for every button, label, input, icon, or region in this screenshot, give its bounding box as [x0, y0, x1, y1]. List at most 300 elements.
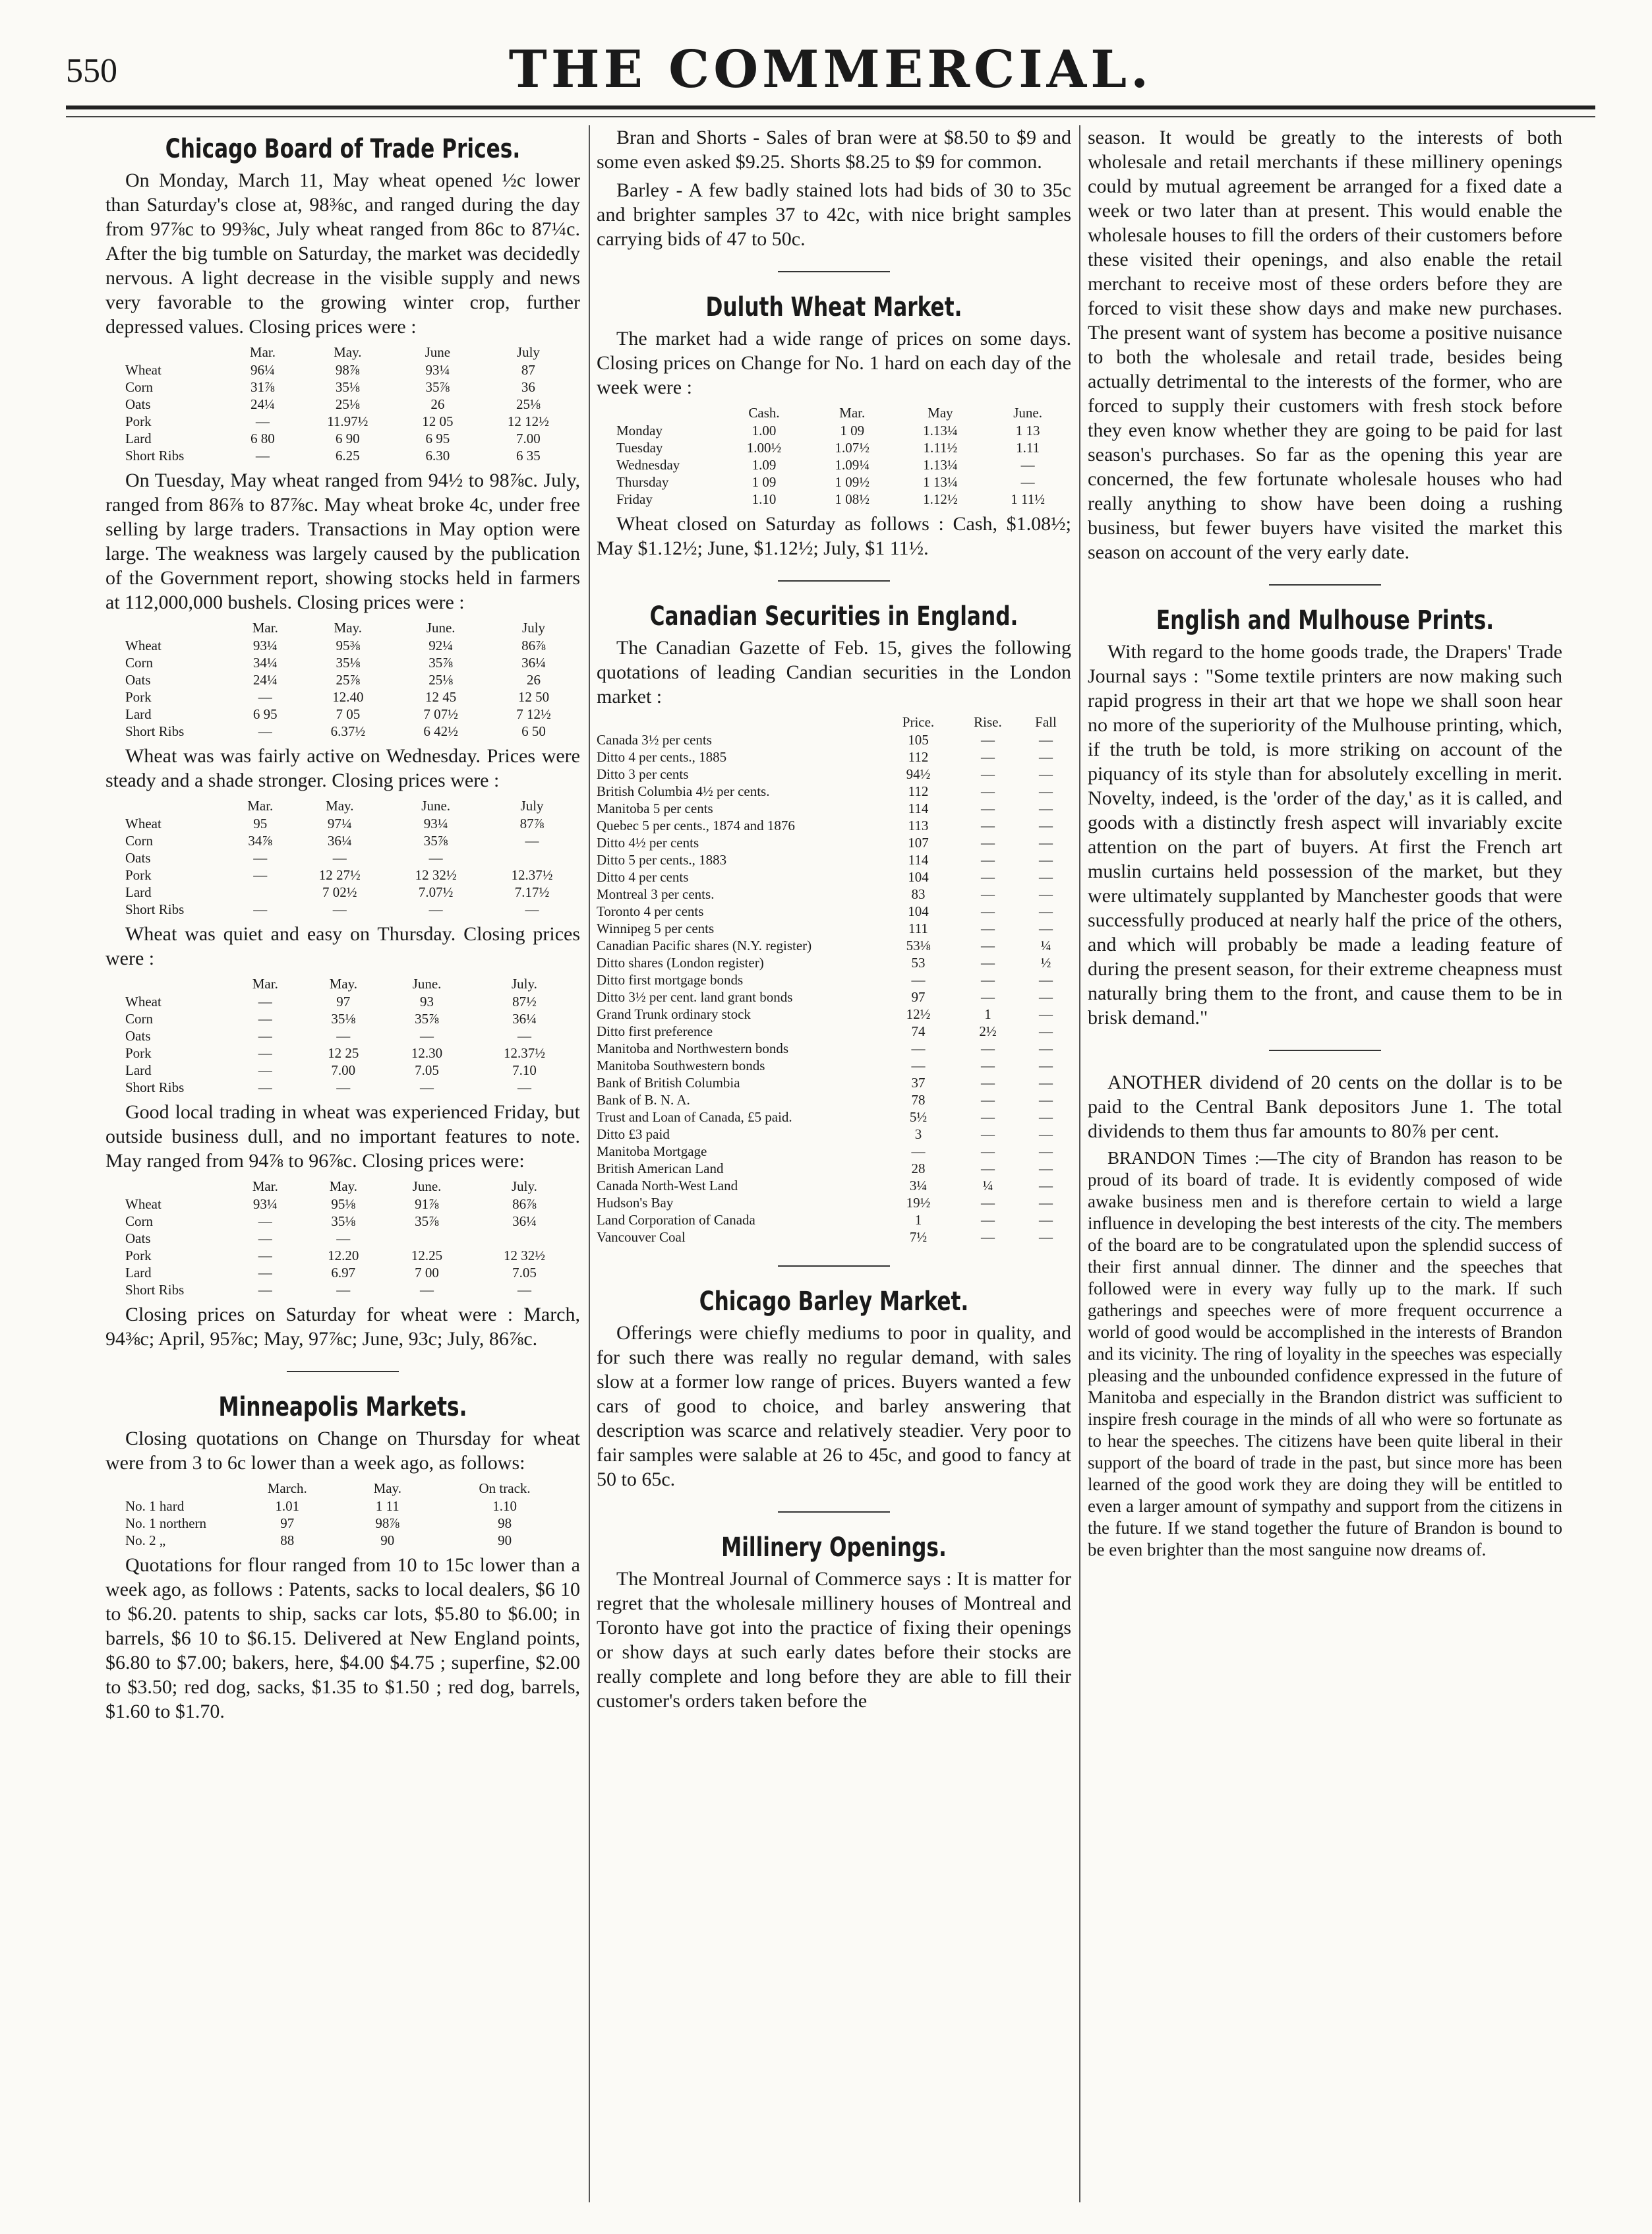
row-label: Oats: [125, 1230, 151, 1246]
table-row: [597, 971, 1071, 988]
table-cell: 7½: [909, 1229, 928, 1245]
table-cell: —: [258, 1248, 272, 1263]
table-cell: 97: [280, 1515, 295, 1531]
table-cell: —: [1038, 989, 1053, 1005]
table-cell: —: [336, 1230, 351, 1246]
table-cell: —: [980, 1075, 995, 1091]
row-label: Friday: [616, 491, 653, 507]
row-label: Corn: [125, 1213, 153, 1229]
table-cell: 94½: [906, 766, 931, 782]
table-cell: 12.40: [332, 689, 364, 705]
column-header: June.: [426, 620, 456, 636]
table-cell: 86⅞: [521, 638, 546, 653]
table-cell: 12 12½: [507, 413, 549, 429]
table-cell: —: [258, 1045, 272, 1061]
table-cell: —: [980, 921, 995, 936]
table-cell: 12½: [906, 1006, 931, 1022]
table-cell: 24¼: [252, 672, 278, 688]
table-cell: 95⅛: [331, 1196, 356, 1212]
canadian-intro: The Canadian Gazette of Feb. 15, gives the following quotations of leading Candian securities in the London market :: [597, 637, 1071, 708]
table-cell: —: [1038, 1178, 1053, 1193]
row-label: Oats: [125, 396, 151, 412]
table-cell: [469, 1230, 580, 1247]
table-cell: —: [1038, 1023, 1053, 1039]
table-cell: —: [336, 1079, 351, 1095]
table-cell: —: [980, 749, 995, 765]
row-label: Manitoba Southwestern bonds: [597, 1058, 765, 1073]
table-cell: —: [258, 994, 272, 1010]
minneapolis-title: Minneapolis Markets.: [218, 1392, 467, 1422]
row-label: British American Land: [597, 1161, 724, 1176]
barley-body: Offerings were chiefly mediums to poor in quality, and for such there was really no regular demand, with sales slow at a former low range of prices. Buyers wanted a few cars of good to choice, and barley answering that description was scarce and relatively steadier. Very poor to fair samples were salable at 26 to 45c, and good to fancy at 50 to 65c.: [597, 1322, 1071, 1490]
table-cell: 87: [521, 362, 535, 378]
table-header-row: [105, 975, 580, 993]
column-header: July: [522, 620, 546, 636]
row-label: Monday: [616, 423, 663, 438]
column-divider: [1079, 125, 1080, 2202]
column-header: July.: [512, 976, 537, 992]
column-header: May.: [329, 976, 357, 992]
table-cell: 105: [908, 732, 929, 748]
row-label: Ditto 4 per cents: [597, 869, 689, 885]
table-row: [597, 766, 1071, 783]
table-row: [597, 422, 1071, 439]
table-cell: 35⅞: [415, 1213, 439, 1229]
column-header: May.: [373, 1480, 401, 1496]
table-row: [105, 430, 580, 447]
column-header: June.: [412, 1178, 442, 1194]
table-cell: —: [980, 835, 995, 851]
chicago-saturday: Closing prices on Saturday for wheat were : March, 94⅜c; April, 95⅞c; May, 97⅞c; June, 93c; July, 86⅞c.: [105, 1304, 580, 1350]
table-cell: —: [1038, 835, 1053, 851]
table-cell: 34¼: [252, 655, 278, 671]
minneapolis-flour: Quotations for flour ranged from 10 to 15c lower than a week ago, as follows : Patents, sacks to local dealers, $6 10 to $6.20. patents to ship, sacks car lots, $5.80 to $6.00; in barrels, $6 10 to $6.15. Delivered at New England points, $6.80 to $7.00; bakers, here, $4.00 $4.75 ; superfine, $2.00 to $3.50; red dog, sacks, $1.35 to $1.50 ; red dog, barrels, $1.60 to $1.70.: [105, 1554, 580, 1722]
row-label: Pork: [125, 867, 152, 883]
row-label: Ditto 5 per cents., 1883: [597, 852, 727, 868]
table-row: [105, 1213, 580, 1230]
millinery-body-a: The Montreal Journal of Commerce says : It is matter for regret that the wholesale millinery houses of Montreal and Toronto have got into the practice of fixing their openings or show days at such early dates before their stocks are really complete and long before they are able to fill their customer's orders taken before the: [597, 1568, 1071, 1712]
table-cell: 6.97: [331, 1265, 356, 1281]
table-cell: —: [1038, 852, 1053, 868]
table-row: [597, 491, 1071, 508]
table-row: [105, 671, 580, 688]
row-label: Ditto 4½ per cents: [597, 835, 699, 851]
column-header: March.: [267, 1480, 307, 1496]
row-label: Short Ribs: [125, 1282, 185, 1298]
table-row: [105, 396, 580, 413]
table-cell: —: [1038, 1229, 1053, 1245]
table-cell: 12.37½: [511, 867, 553, 883]
row-label: Ditto first preference: [597, 1023, 713, 1039]
header-spacer: [597, 713, 881, 731]
price-table: [105, 343, 580, 464]
table-cell: 107: [908, 835, 929, 851]
table-cell: 3: [914, 1126, 922, 1142]
row-label: Manitoba 5 per cents: [597, 800, 713, 816]
table-cell: —: [980, 732, 995, 748]
table-header-row: [597, 404, 1071, 422]
table-row: [597, 1040, 1071, 1057]
table-cell: 98: [498, 1515, 512, 1531]
row-label: Corn: [125, 1011, 153, 1027]
table-cell: —: [1038, 749, 1053, 765]
table-cell: 98⅞: [335, 362, 360, 378]
row-label: Toronto 4 per cents: [597, 903, 704, 919]
table-cell: 90: [380, 1532, 395, 1548]
table-row: [105, 1044, 580, 1062]
table-cell: 35⅛: [331, 1213, 356, 1229]
table-cell: —: [258, 1079, 272, 1095]
row-label: Corn: [125, 655, 153, 671]
table-cell: —: [1038, 1109, 1053, 1125]
table-header-row: [105, 1479, 580, 1497]
chicago-wednesday: Wheat was was fairly active on Wednesday. Prices were steady and a shade stronger. Closing prices were :: [105, 745, 580, 791]
column-header: May.: [326, 798, 354, 814]
table-cell: 37: [911, 1075, 926, 1091]
table-cell: 1.12½: [923, 491, 958, 507]
row-label: Ditto 3½ per cent. land grant bonds: [597, 989, 793, 1005]
table-cell: —: [980, 1058, 995, 1073]
table-cell: —: [517, 1028, 531, 1044]
table-cell: —: [1038, 732, 1053, 748]
table-cell: 7.05: [415, 1062, 439, 1078]
table-row: [597, 903, 1071, 920]
table-cell: —: [517, 1079, 531, 1095]
table-cell: 12 25: [328, 1045, 359, 1061]
table-cell: 1 11: [375, 1498, 399, 1514]
table-cell: 97: [336, 994, 351, 1010]
table-cell: —: [517, 1282, 531, 1298]
table-cell: —: [1038, 818, 1053, 833]
table-row: [105, 723, 580, 740]
row-label: No. 1 hard: [125, 1498, 185, 1514]
table-cell: —: [428, 850, 443, 866]
table-row: [597, 886, 1071, 903]
table-cell: 2½: [979, 1023, 997, 1039]
table-cell: —: [1038, 1195, 1053, 1211]
table-cell: 1.07½: [835, 440, 870, 456]
table-cell: 96¼: [251, 362, 275, 378]
table-cell: —: [253, 901, 268, 917]
table-cell: 1.00½: [746, 440, 782, 456]
table-row: [597, 920, 1071, 937]
table-cell: —: [980, 1126, 995, 1142]
row-label: Canadian Pacific shares (N.Y. register): [597, 938, 812, 953]
table-cell: 104: [908, 903, 929, 919]
table-cell: 36¼: [512, 1213, 537, 1229]
canadian-title: Canadian Securities in England.: [649, 601, 1018, 632]
row-label: Lard: [125, 1062, 152, 1078]
table-row: [105, 1515, 580, 1532]
table-cell: 1.11: [1016, 440, 1040, 456]
table-cell: 1.10: [492, 1498, 517, 1514]
table-cell: 111: [908, 921, 928, 936]
row-label: Pork: [125, 1045, 152, 1061]
table-cell: 6 42½: [423, 723, 458, 739]
table-header-row: [597, 713, 1071, 731]
row-label: Lard: [125, 884, 152, 900]
table-cell: —: [420, 1079, 434, 1095]
table-row: [597, 868, 1071, 886]
table-row: [597, 1160, 1071, 1177]
table-row: [597, 851, 1071, 868]
row-label: Quebec 5 per cents., 1874 and 1876: [597, 818, 795, 833]
section-separator: [597, 568, 1071, 593]
price-table: [105, 1177, 580, 1298]
table-cell: 1.13¼: [923, 457, 958, 473]
table-cell: 6 80: [251, 431, 275, 446]
table-cell: ½: [1040, 955, 1051, 971]
table-row: [597, 988, 1071, 1006]
header-rule-thin: [66, 116, 1595, 117]
column-header: Mar.: [249, 344, 276, 360]
table-cell: 53: [911, 955, 926, 971]
row-label: Wheat: [125, 816, 162, 831]
table-cell: —: [336, 1028, 351, 1044]
table-cell: —: [258, 1062, 272, 1078]
section-separator: [1088, 572, 1562, 597]
header-spacer: [597, 404, 720, 422]
row-label: Corn: [125, 833, 153, 849]
header-spacer: [105, 797, 229, 815]
chicago-monday: On Monday, March 11, May wheat opened ½c lower than Saturday's close at, 98⅜c, and ranged during the day from 97⅞c to 99⅜c, July wheat ranged from 86c to 87¼c. After the big tumble on Saturday, the market was decidedly nervous. A light decrease in the visible supply and news very favorable to the growing winter crop, further depressed values. Closing prices were :: [105, 169, 580, 338]
english-title: English and Mulhouse Prints.: [1156, 605, 1494, 636]
table-cell: —: [332, 901, 347, 917]
row-label: Land Corporation of Canada: [597, 1212, 755, 1228]
page-header: [66, 40, 1595, 138]
table-cell: 6.25: [335, 448, 360, 464]
table-cell: —: [980, 989, 995, 1005]
table-cell: 35⅞: [425, 379, 450, 395]
row-label: Short Ribs: [125, 1079, 185, 1095]
table-cell: —: [1038, 1041, 1053, 1056]
table-cell: —: [258, 1230, 272, 1246]
duluth-closing: Wheat closed on Saturday as follows : Cash, $1.08½; May $1.12½; June, $1.12½; July, $1 11½.: [597, 513, 1071, 559]
table-header-row: [105, 343, 580, 361]
table-cell: 6.30: [425, 448, 450, 464]
millinery-title: Millinery Openings.: [721, 1532, 947, 1563]
table-row: [105, 361, 580, 378]
column-header: Mar.: [252, 1178, 278, 1194]
row-label: Lard: [125, 706, 152, 722]
table-cell: 7.05: [512, 1265, 537, 1281]
table-cell: 1 09: [752, 474, 777, 490]
header-spacer: [105, 975, 229, 993]
table-cell: [484, 849, 580, 866]
table-cell: —: [336, 1282, 351, 1298]
table-row: [597, 731, 1071, 748]
column-header: June: [425, 344, 451, 360]
table-cell: 53⅛: [906, 938, 931, 953]
table-cell: 95⅜: [336, 638, 361, 653]
table-row: [597, 748, 1071, 766]
table-cell: ¼: [1040, 938, 1051, 953]
table-row: [597, 1006, 1071, 1023]
table-cell: —: [1038, 783, 1053, 799]
table-row: [597, 1108, 1071, 1126]
table-row: [105, 1497, 580, 1515]
section-separator: [1088, 1038, 1562, 1062]
table-row: [597, 1211, 1071, 1228]
table-cell: 98⅞: [375, 1515, 400, 1531]
table-cell: 87½: [512, 994, 537, 1010]
table-row: [597, 937, 1071, 954]
table-row: [105, 1247, 580, 1264]
column-header: July: [516, 344, 540, 360]
price-table: [105, 797, 580, 918]
table-row: [105, 1062, 580, 1079]
table-cell: 93¼: [425, 362, 450, 378]
table-cell: 113: [908, 818, 929, 833]
table-cell: —: [332, 850, 347, 866]
table-row: [597, 1177, 1071, 1194]
section-separator: [597, 1499, 1071, 1524]
table-row: [105, 688, 580, 706]
chicago-tuesday: On Tuesday, May wheat ranged from 94½ to 98⅞c. July, ranged from 86⅞ to 87⅞c. May wheat broke 4c, under free selling by large traders. Transactions in May option were large. The weakness was largely caused by the publication of the Government report, showing stocks held in farmers at 112,000,000 bushels. Closing prices were :: [105, 469, 580, 613]
table-row: [105, 884, 580, 901]
table-cell: 35⅛: [331, 1011, 356, 1027]
column-header: June.: [412, 976, 442, 992]
table-cell: 7.00: [331, 1062, 356, 1078]
table-cell: —: [980, 818, 995, 833]
table-cell: 6 95: [252, 706, 278, 722]
millinery-body-b: season. It would be greatly to the interests of both wholesale and retail merchants if these millinery openings could by mutual agreement be arranged for a fixed date a week or two later than at present. This would enable the wholesale houses to fill the orders of their customers before these visited their openings, and also enable the retail merchant to receive most of these orders before they are forced to visit these show days and make new purchases. The present want of system has become a positive nuisance to both the wholesale and retail trade, besides being actually detrimental to the interests of the former, who are forced to supply their customers with fresh stock before they even know whether they are going to be paid for last season's purchases. So far as the opening this year are concerned, the few fortunate wholesale houses who had really anything to show have been doing a rushing business, but fewer buyers have visited the market this season on account of the very early date.: [1088, 127, 1562, 563]
table-header-row: [105, 1177, 580, 1195]
table-cell: 7 00: [415, 1265, 439, 1281]
row-label: Ditto shares (London register): [597, 955, 764, 971]
table-cell: —: [255, 448, 270, 464]
column-header: Mar.: [839, 405, 866, 421]
table-cell: 12 32½: [415, 867, 457, 883]
table-cell: 11.97½: [327, 413, 369, 429]
table-row: [105, 1264, 580, 1281]
table-cell: —: [980, 1041, 995, 1056]
table-cell: 1 13¼: [923, 474, 958, 490]
row-label: Lard: [125, 431, 152, 446]
row-label: Canada North-West Land: [597, 1178, 738, 1193]
table-cell: 91⅞: [415, 1196, 439, 1212]
table-cell: —: [420, 1028, 434, 1044]
table-cell: 1.09: [752, 457, 777, 473]
table-row: [597, 954, 1071, 971]
table-cell: 97: [911, 989, 926, 1005]
table-cell: —: [1038, 903, 1053, 919]
row-label: Wheat: [125, 362, 162, 378]
table-cell: 25⅛: [335, 396, 360, 412]
table-cell: 7 07½: [423, 706, 458, 722]
table-header-row: [105, 619, 580, 637]
header-spacer: [105, 343, 229, 361]
table-cell: —: [258, 1028, 272, 1044]
table-cell: 1 09½: [835, 474, 870, 490]
table-cell: 7.07½: [418, 884, 454, 900]
table-cell: 1 13: [1015, 423, 1040, 438]
table-cell: —: [911, 1143, 926, 1159]
table-row: [105, 378, 580, 396]
barley-title: Chicago Barley Market.: [699, 1286, 969, 1317]
table-cell: 1: [984, 1006, 991, 1022]
table-row: [105, 1532, 580, 1549]
row-label: Oats: [125, 1028, 151, 1044]
table-cell: —: [1038, 800, 1053, 816]
table-cell: —: [980, 1143, 995, 1159]
row-label: Short Ribs: [125, 448, 185, 464]
price-table: [105, 619, 580, 740]
table-row: [105, 866, 580, 884]
row-label: Wheat: [125, 994, 162, 1010]
securities-table: [597, 713, 1071, 1246]
table-cell: 12.30: [411, 1045, 443, 1061]
table-cell: —: [258, 1213, 272, 1229]
row-label: No. 2 „: [125, 1532, 166, 1548]
table-cell: —: [980, 1109, 995, 1125]
table-cell: 90: [498, 1532, 512, 1548]
table-cell: —: [1038, 1212, 1053, 1228]
table-row: [105, 447, 580, 464]
table-cell: —: [1020, 474, 1035, 490]
column-header: May.: [329, 1178, 357, 1194]
table-row: [105, 706, 580, 723]
section-separator: [597, 1253, 1071, 1278]
table-cell: 1: [914, 1212, 922, 1228]
table-cell: —: [980, 1229, 995, 1245]
table-cell: 28: [911, 1161, 926, 1176]
table-cell: —: [980, 783, 995, 799]
column-header: May.: [334, 344, 362, 360]
table-cell: 36¼: [521, 655, 546, 671]
table-cell: —: [980, 1161, 995, 1176]
table-row: [597, 1228, 1071, 1246]
row-label: Canada 3½ per cents: [597, 732, 712, 748]
table-cell: —: [980, 938, 995, 953]
column-3: [1088, 125, 1562, 2202]
table-cell: 36¼: [512, 1011, 537, 1027]
header-spacer: [105, 619, 229, 637]
table-cell: 7 12½: [516, 706, 551, 722]
column-header: June.: [1013, 405, 1042, 421]
table-cell: 7 02½: [322, 884, 357, 900]
table-cell: 25⅞: [336, 672, 361, 688]
row-label: Pork: [125, 689, 152, 705]
table-cell: —: [428, 901, 443, 917]
row-label: Hudson's Bay: [597, 1195, 674, 1211]
table-cell: —: [1038, 1006, 1053, 1022]
table-cell: 35⅛: [335, 379, 360, 395]
column-header: Price.: [902, 714, 935, 730]
section-separator: [597, 259, 1071, 284]
table-row: [597, 1023, 1071, 1040]
table-cell: —: [911, 972, 926, 988]
row-label: Short Ribs: [125, 723, 185, 739]
column-header: Cash.: [748, 405, 780, 421]
table-cell: —: [1038, 886, 1053, 902]
table-cell: 1.11½: [923, 440, 958, 456]
row-label: Winnipeg 5 per cents: [597, 921, 715, 936]
table-cell: 35⅞: [423, 833, 448, 849]
table-cell: 6 95: [425, 431, 450, 446]
table-cell: —: [1038, 1126, 1053, 1142]
table-cell: 78: [911, 1092, 926, 1108]
table-cell: —: [980, 852, 995, 868]
dividend-notice: ANOTHER dividend of 20 cents on the dollar is to be paid to the Central Bank depositors June 1. The total dividends to them thus far amounts to 80⅞ per cent.: [1088, 1072, 1562, 1142]
table-cell: 1 08½: [835, 491, 870, 507]
table-cell: 1.01: [275, 1498, 300, 1514]
table-row: [105, 1195, 580, 1213]
minneapolis-bran: Bran and Shorts - Sales of bran were at $8.50 to $9 and some even asked $9.25. Shorts $8.25 to $9 for common.: [597, 127, 1071, 173]
row-label: Pork: [125, 1248, 152, 1263]
table-cell: —: [980, 955, 995, 971]
column-header: Rise.: [974, 714, 1002, 730]
